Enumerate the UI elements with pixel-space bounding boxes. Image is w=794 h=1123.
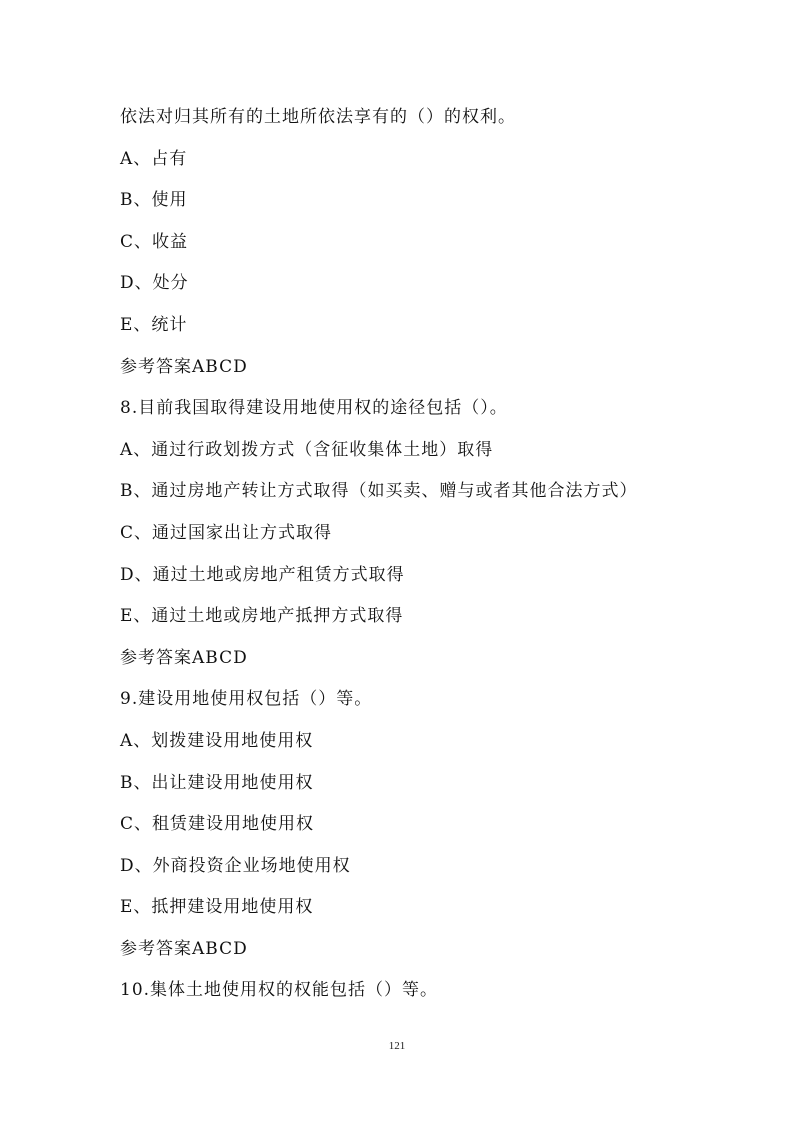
question-9-stem: 9.建设用地使用权包括（）等。 <box>120 689 373 710</box>
question-10-stem: 10.集体土地使用权的权能包括（）等。 <box>120 980 439 1001</box>
question-9-option-e: E、抵押建设用地使用权 <box>120 897 314 918</box>
option-d: D、处分 <box>120 273 189 294</box>
question-8-option-c: C、通过国家出让方式取得 <box>120 522 333 543</box>
option-a: A、占有 <box>120 148 188 169</box>
question-9-option-c: C、租赁建设用地使用权 <box>120 814 315 835</box>
question-8-stem: 8.目前我国取得建设用地使用权的途径包括（）。 <box>120 398 508 419</box>
option-c: C、收益 <box>120 231 189 252</box>
question-8-answer-key: 参考答案ABCD <box>120 647 248 668</box>
option-e: E、统计 <box>120 314 188 335</box>
question-8-option-e: E、通过土地或房地产抵押方式取得 <box>120 606 404 627</box>
document-body <box>120 97 720 1012</box>
question-9-option-b: B、出让建设用地使用权 <box>120 772 314 793</box>
question-9-option-d: D、外商投资企业场地使用权 <box>120 855 351 876</box>
page-number: 121 <box>388 1040 406 1052</box>
question-stem-continued: 依法对归其所有的土地所依法享有的（）的权利。 <box>120 107 516 127</box>
option-b: B、使用 <box>120 190 188 211</box>
answer-key: 参考答案ABCD <box>120 356 248 377</box>
question-8-option-b: B、通过房地产转让方式取得（如买卖、赠与或者其他合法方式） <box>120 481 638 502</box>
question-8-option-a: A、通过行政划拨方式（含征收集体土地）取得 <box>120 439 494 460</box>
question-9-answer-key: 参考答案ABCD <box>120 938 248 959</box>
question-8-option-d: D、通过土地或房地产租赁方式取得 <box>120 564 405 585</box>
question-9-option-a: A、划拨建设用地使用权 <box>120 730 314 751</box>
